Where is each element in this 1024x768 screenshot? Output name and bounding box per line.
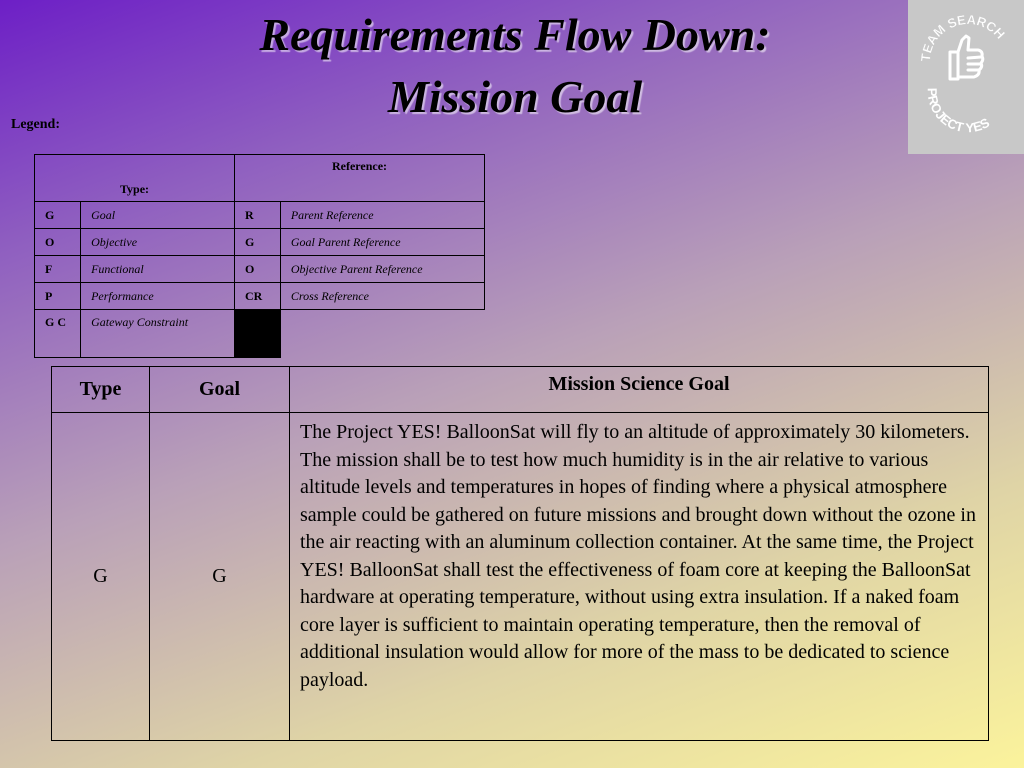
team-search-logo — [908, 0, 1024, 154]
legend-row — [35, 229, 485, 256]
legend-type-desc: Functional — [81, 256, 235, 283]
logo-text-top: TEAM SEARCH — [917, 11, 1008, 63]
legend-type-desc: Performance — [81, 283, 235, 310]
legend-label: Legend: — [11, 117, 60, 132]
legend-ref-desc: Cross Reference — [280, 283, 484, 310]
thumbs-up-logo-icon — [908, 0, 1024, 154]
legend-type-desc: Objective — [81, 229, 235, 256]
legend-ref-desc: Goal Parent Reference — [280, 229, 484, 256]
legend-type-desc: Gateway Constraint — [81, 310, 235, 358]
legend-ref-code: G — [235, 229, 281, 256]
legend-row — [35, 256, 485, 283]
legend-type-code: G — [35, 202, 81, 229]
table-row — [52, 413, 989, 741]
type-column-header: Type — [52, 367, 150, 413]
mission-science-goal-text: The Project YES! BalloonSat will fly to an altitude of approximately 30 kilometers. The mission shall be to test how much humidity is in the air relative to various altitude levels and temperatures in hopes of finding where a physical atmosphere sample could be gathered on future missions and brought down without the ozone in the air reacting with an aluminum collection container. At the same time, the Project YES! BalloonSat shall test the effectiveness of foam core at keeping the BalloonSat hardware at operating temperature, without using extra insulation. If a naked foam core layer is sufficient to maintain operating temperature, then the removal of additional insulation would allow for more of the mass to be dedicated to science payload. — [290, 413, 989, 741]
svg-text:PROJECT YES — [925, 88, 993, 135]
legend-ref-code: CR — [235, 283, 281, 310]
legend-reference-header: Reference: — [235, 155, 485, 202]
page-title — [0, 4, 1024, 128]
legend-table — [34, 154, 485, 358]
legend-type-code: P — [35, 283, 81, 310]
mission-goal-table — [51, 366, 989, 741]
legend-row — [35, 283, 485, 310]
legend-black-cell — [235, 310, 281, 358]
legend-ref-desc: Objective Parent Reference — [280, 256, 484, 283]
legend-type-code: F — [35, 256, 81, 283]
legend-row — [35, 310, 485, 358]
goal-cell: G — [150, 413, 290, 741]
legend-row — [35, 202, 485, 229]
mission-column-header: Mission Science Goal — [290, 367, 989, 413]
legend-ref-code: R — [235, 202, 281, 229]
legend-type-code: G C — [35, 310, 81, 358]
goal-column-header: Goal — [150, 367, 290, 413]
legend-ref-code: O — [235, 256, 281, 283]
logo-text-bottom: PROJECT YES — [924, 87, 992, 136]
title-line-2: Mission Goal — [387, 71, 643, 122]
type-cell: G — [52, 413, 150, 741]
legend-type-header: Type: — [35, 155, 235, 202]
legend-ref-desc: Parent Reference — [280, 202, 484, 229]
title-line-1: Requirements Flow Down: — [259, 9, 771, 60]
legend-type-code: O — [35, 229, 81, 256]
legend-type-desc: Goal — [81, 202, 235, 229]
